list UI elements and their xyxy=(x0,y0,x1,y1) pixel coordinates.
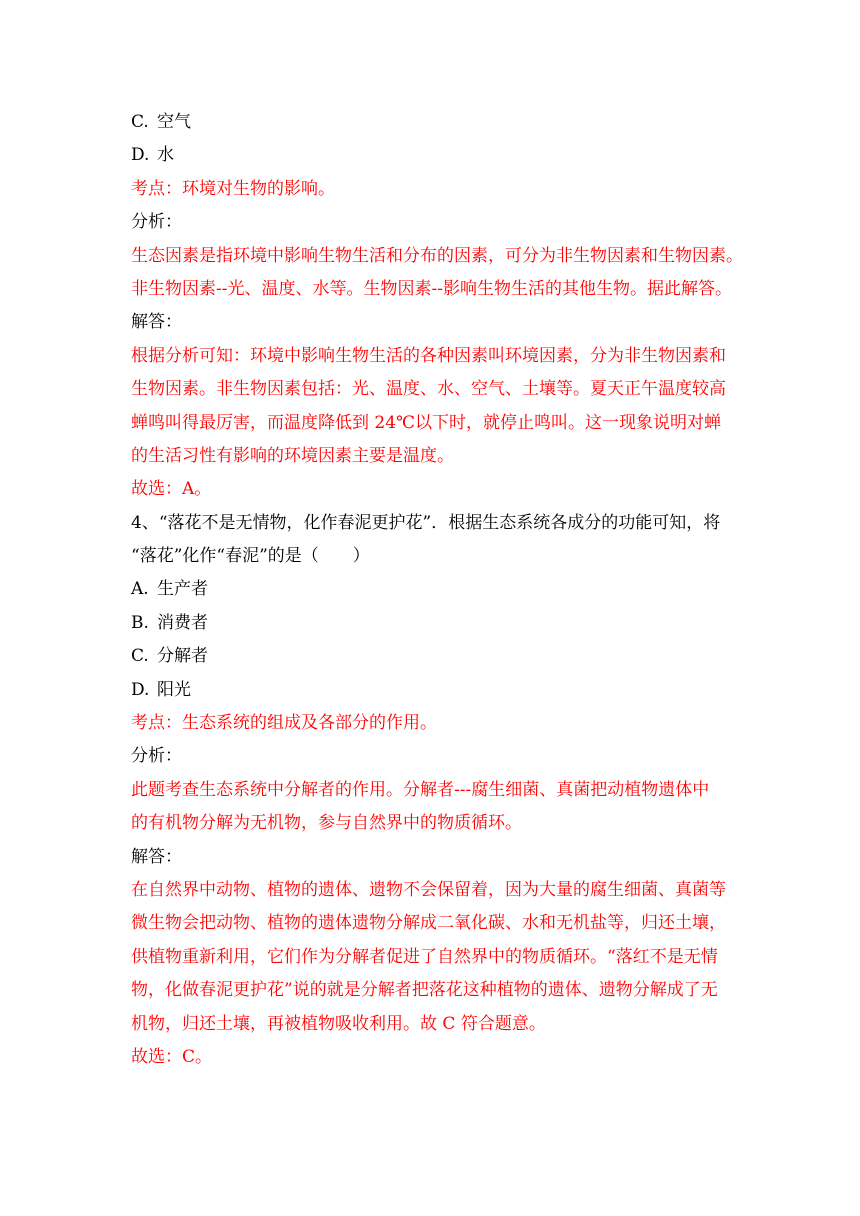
fenxi-label: 分析： xyxy=(131,746,182,767)
jieda-text-line: 物，化做春泥更护花”说的就是分解者把落花这种植物的遗体、遗物分解成了无 xyxy=(131,980,718,1001)
option-d xyxy=(131,674,751,707)
jieda-text-line: 的生活习性有影响的环境因素主要是温度。 xyxy=(131,445,454,466)
jieda-label: 解答： xyxy=(131,846,182,867)
fenxi-text-line: 非生物因素--光、温度、水等。生物因素--影响生物生活的其他生物。据此解答。 xyxy=(131,278,732,299)
option-text: 阳光 xyxy=(157,679,191,700)
jieda-label: 解答： xyxy=(131,312,182,333)
option-letter: A. xyxy=(131,579,149,600)
option-letter: B. xyxy=(131,612,149,633)
jieda-text-line: 蝉鸣叫得最厉害，而温度降低到 24℃以下时，就停止鸣叫。这一现象说明对蝉 xyxy=(131,412,722,433)
option-letter: D. xyxy=(131,679,150,700)
jieda-text-line: 供植物重新利用，它们作为分解者促进了自然界中的物质循环。“落红不是无情 xyxy=(131,946,718,967)
option-d xyxy=(131,139,751,172)
option-text: 空气 xyxy=(157,112,191,132)
jieda-text-line: 微生物会把动物、植物的遗体遗物分解成二氧化碳、水和无机盐等，归还土壤， xyxy=(131,913,726,934)
jieda-text-line: 在自然界中动物、植物的遗体、遗物不会保留着，因为大量的腐生细菌、真菌等 xyxy=(131,879,726,900)
option-letter: C. xyxy=(131,112,149,132)
option-b xyxy=(131,607,751,640)
option-text: 生产者 xyxy=(157,579,208,600)
kaodian-line: 考点：生态系统的组成及各部分的作用。 xyxy=(131,713,437,734)
option-c xyxy=(131,640,751,673)
kaodian-line: 考点：环境对生物的影响。 xyxy=(131,178,335,199)
fenxi-text-line: 此题考查生态系统中分解者的作用。分解者---腐生细菌、真菌把动植物遗体中 xyxy=(131,779,710,800)
option-text: 分解者 xyxy=(157,646,208,667)
fenxi-label: 分析： xyxy=(131,212,182,233)
option-text: 消费者 xyxy=(157,612,208,633)
fenxi-text-line: 生态因素是指环境中影响生物生活和分布的因素，可分为非生物因素和生物因素。 xyxy=(131,245,743,266)
option-c xyxy=(131,106,751,139)
document-content xyxy=(131,106,751,1074)
option-letter: C. xyxy=(131,646,149,667)
jieda-text-line: 机物，归还土壤，再被植物吸收利用。故 C 符合题意。 xyxy=(131,1013,546,1034)
jieda-text-line: 生物因素。非生物因素包括：光、温度、水、空气、土壤等。夏天正午温度较高 xyxy=(131,379,726,400)
option-a xyxy=(131,573,751,606)
answer-line: 故选：A。 xyxy=(131,479,212,500)
answer-line: 故选：C。 xyxy=(131,1046,213,1067)
option-text: 水 xyxy=(157,145,174,166)
question-stem-line: “落花”化作“春泥”的是（ ） xyxy=(131,546,370,567)
fenxi-text-line: 的有机物分解为无机物，参与自然界中的物质循环。 xyxy=(131,813,522,834)
question-stem-line: 4、“落花不是无情物，化作春泥更护花”．根据生态系统各成分的功能可知，将 xyxy=(131,512,721,533)
option-letter: D. xyxy=(131,145,150,166)
jieda-text-line: 根据分析可知：环境中影响生物生活的各种因素叫环境因素，分为非生物因素和 xyxy=(131,345,726,366)
